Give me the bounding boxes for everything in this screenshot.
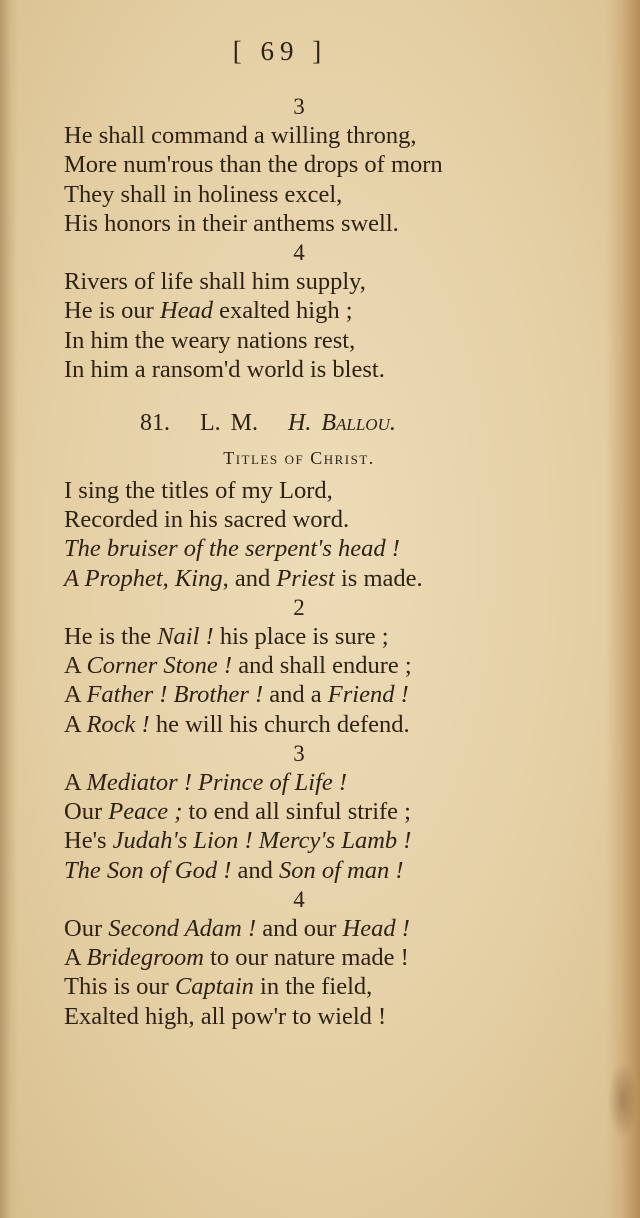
verse-number: 4: [293, 886, 305, 912]
verse-line: This is our Captain in the field,: [64, 973, 373, 1001]
page-outer-edge: [606, 0, 640, 1218]
verse-line: Our Second Adam ! and our Head !: [64, 915, 410, 943]
italic-text: King: [174, 564, 223, 592]
italic-text: Head: [159, 297, 214, 325]
italic-text: Captain: [174, 973, 254, 1001]
italic-text: Second Adam !: [108, 915, 257, 943]
italic-text: Priest: [276, 564, 335, 592]
italic-text: Head !: [342, 915, 410, 943]
verse-line: [64, 534, 544, 563]
verse-line: He is our Head exalted high ;: [64, 297, 353, 325]
verse-line: A Rock ! he will his church defend.: [64, 710, 410, 738]
page-binding-edge: [0, 0, 18, 1218]
verse-line: He is the Nail ! his place is sure ;: [64, 623, 389, 651]
italic-text: Corner Stone !: [86, 652, 233, 680]
verse-line: I sing the titles of my Lord,: [64, 477, 333, 505]
verse-line: A Father ! Brother ! and a Friend !: [64, 681, 409, 709]
verse-line: He shall command a willing throng,: [64, 122, 417, 150]
italic-text: Judah's Lion ! Mercy's Lamb !: [112, 827, 412, 855]
spacer: [64, 384, 544, 406]
verse-number: 2: [293, 594, 305, 620]
italic-text: Father ! Brother !: [86, 681, 264, 709]
italic-text: The bruiser of the serpent's head !: [64, 535, 400, 563]
verse-line: Exalted high, all pow'r to wield !: [64, 1002, 387, 1030]
verse-line: More num'rous than the drops of morn: [64, 151, 443, 179]
verse-number: 3: [293, 94, 305, 119]
italic-text: Peace ;: [108, 798, 183, 826]
verse-number: 4: [293, 240, 305, 266]
verse-line: A Corner Stone ! and shall endure ;: [64, 652, 412, 680]
verse-line: They shall in holiness excel,: [64, 180, 343, 208]
verse-line: Rivers of life shall him supply,: [64, 268, 366, 296]
hymn-title: Titles of Christ.: [223, 448, 375, 469]
verse-line: A Mediator ! Prince of Life !: [64, 769, 348, 797]
verse-line: A Bridegroom to our nature made !: [64, 944, 409, 972]
paper-stain: [608, 1060, 638, 1140]
verse-line: In him the weary nations rest,: [64, 326, 356, 354]
hymn-meter: L. M.: [200, 410, 258, 437]
italic-text: Rock !: [86, 710, 150, 738]
verse-line: His honors in their anthems swell.: [64, 209, 399, 237]
hymn-author: H. Ballou.: [288, 410, 396, 437]
verse-number: 3: [293, 740, 305, 766]
italic-text: Nail !: [157, 623, 214, 651]
italic-text: The Son of God !: [64, 856, 232, 884]
italic-text: Bridegroom: [86, 944, 204, 972]
verse-line: He's Judah's Lion ! Mercy's Lamb !: [64, 827, 412, 855]
verse-line: In him a ransom'd world is blest.: [64, 355, 385, 383]
page-number: [ 69 ]: [232, 36, 328, 66]
verse-line: Our Peace ; to end all sinful strife ;: [64, 798, 411, 826]
italic-text: Son of man !: [279, 856, 404, 884]
italic-text: Mediator ! Prince of Life !: [86, 769, 348, 797]
italic-text: A Prophet: [64, 564, 163, 592]
italic-text: Friend !: [327, 681, 409, 709]
verse-line: The Son of God ! and Son of man !: [64, 856, 404, 884]
verse-line: Recorded in his sacred word.: [64, 506, 350, 534]
verse-line: A Prophet, King, and Priest is made.: [64, 564, 423, 592]
hymn-number: 81.: [140, 410, 170, 437]
hymn-heading: [64, 406, 544, 440]
text-block: [64, 92, 544, 1031]
